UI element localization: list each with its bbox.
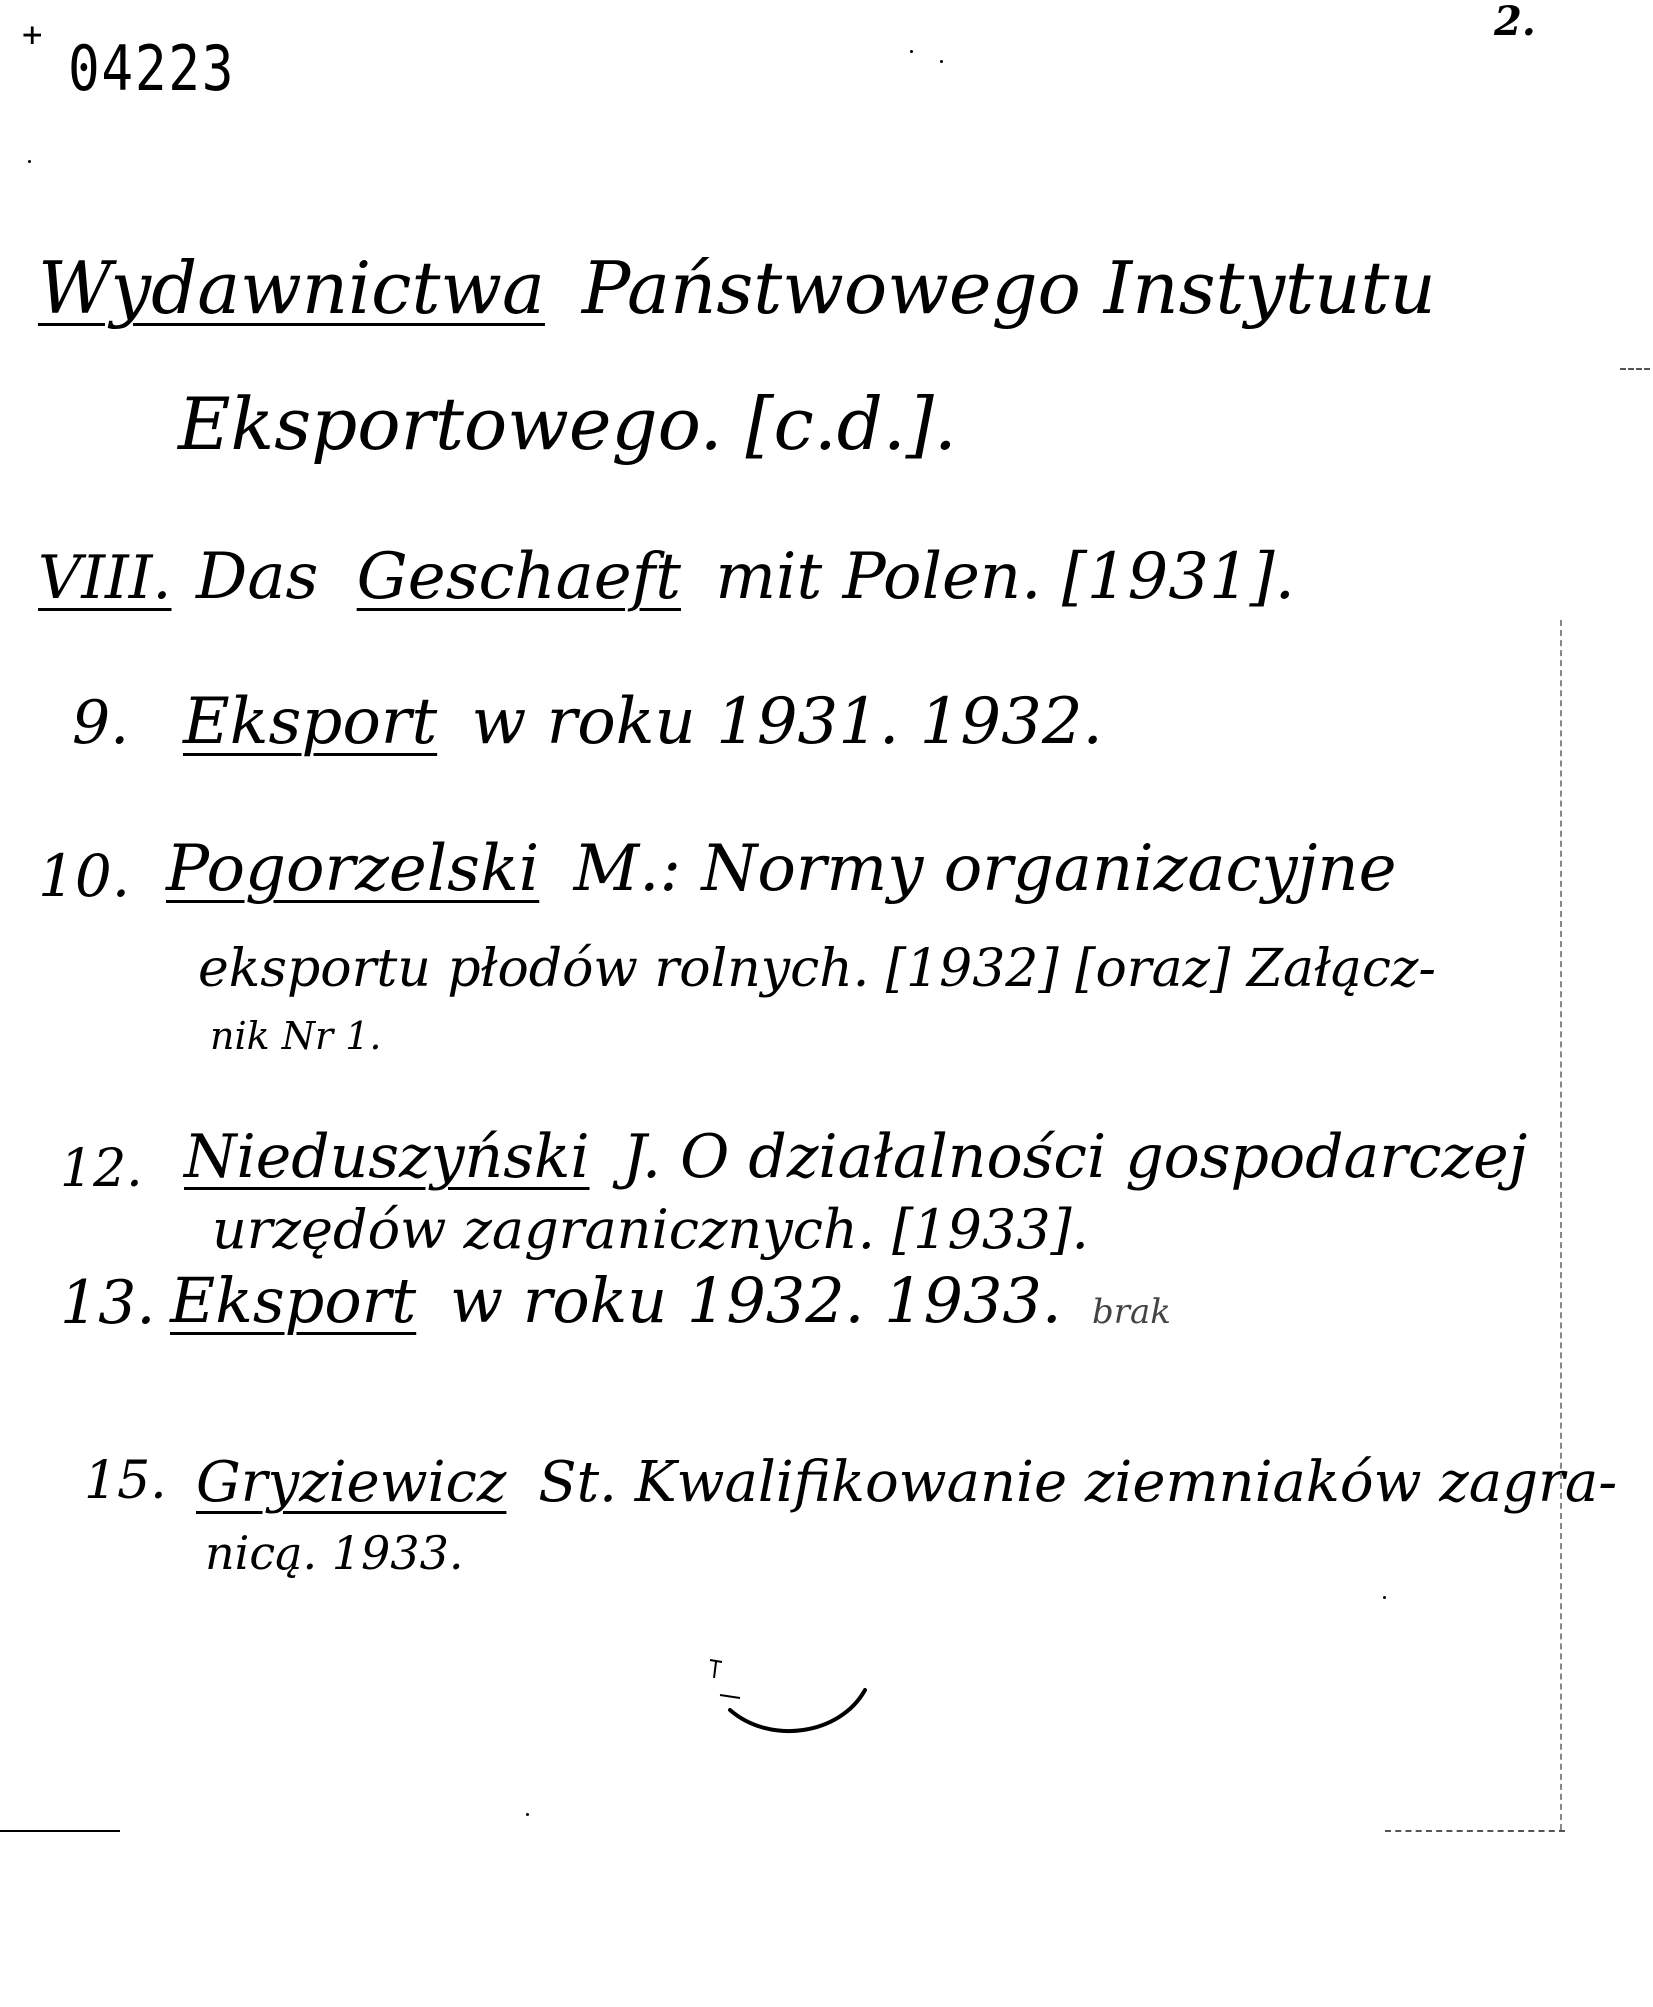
right-edge-mark bbox=[1560, 620, 1562, 1830]
entry-8-line1 bbox=[196, 540, 1295, 614]
entry-13-post: w roku 1932. 1933. bbox=[449, 1264, 1062, 1337]
entry-10-underlined: Pogorzelski bbox=[166, 832, 540, 906]
right-edge-tick bbox=[1620, 368, 1650, 370]
entry-8-underlined: Geschaeft bbox=[356, 540, 681, 614]
entry-number-15: 15. bbox=[84, 1451, 167, 1511]
entry-10-line1 bbox=[166, 832, 1397, 906]
entry-9-post: w roku 1931. 1932. bbox=[471, 685, 1103, 759]
scan-speck bbox=[1383, 1596, 1386, 1599]
cross-mark: + bbox=[22, 15, 43, 55]
entry-15-underlined: Gryziewicz bbox=[196, 1450, 507, 1515]
entry-number-10: 10. bbox=[38, 842, 131, 910]
scan-speck bbox=[526, 1813, 529, 1816]
entry-8-pre: Das bbox=[196, 540, 319, 614]
entry-13-underlined: Eksport bbox=[170, 1264, 417, 1337]
entry-13-note: brak bbox=[1092, 1292, 1171, 1332]
entry-number-13: 13. bbox=[60, 1268, 156, 1338]
entry-10-line2: eksportu płodów rolnych. [1932] [oraz] Załącz- bbox=[198, 939, 1436, 999]
title-rest: Państwowego Instytutu bbox=[581, 246, 1436, 330]
entry-15-line2: nicą. 1933. bbox=[205, 1526, 464, 1580]
closing-flourish bbox=[700, 1650, 880, 1750]
entry-number-8: VIII. bbox=[38, 543, 172, 613]
entry-15-post: St. Kwalifikowanie ziemniaków zagra- bbox=[538, 1450, 1618, 1515]
page-number: 2. bbox=[1494, 0, 1536, 45]
entry-12-underlined: Nieduszyński bbox=[184, 1122, 590, 1192]
entry-15-line1 bbox=[196, 1450, 1618, 1515]
entry-10-line3: nik Nr 1. bbox=[210, 1014, 382, 1058]
entry-12-line1 bbox=[184, 1122, 1528, 1192]
scan-speck bbox=[910, 50, 913, 53]
entry-number-9: 9. bbox=[72, 688, 130, 758]
card-title-line1 bbox=[38, 246, 1436, 330]
scan-speck bbox=[940, 60, 943, 63]
entry-10-post: M.: Normy organizacyjne bbox=[573, 832, 1397, 906]
entry-12-post: J. O działalności gospodarczej bbox=[622, 1122, 1528, 1192]
entry-8-post: mit Polen. [1931]. bbox=[715, 540, 1295, 614]
entry-12-line2: urzędów zagranicznych. [1933]. bbox=[212, 1198, 1089, 1261]
entry-9-line1 bbox=[183, 685, 1103, 759]
card-title-line2: Eksportowego. [c.d.]. bbox=[178, 382, 957, 466]
entry-number-12: 12. bbox=[60, 1139, 143, 1199]
bottom-left-edge-mark bbox=[0, 1830, 120, 1832]
scan-speck bbox=[28, 160, 31, 163]
catalog-number: 04223 bbox=[68, 32, 236, 105]
title-underlined-word: Wydawnictwa bbox=[38, 246, 545, 330]
entry-9-underlined: Eksport bbox=[183, 685, 438, 759]
bottom-right-edge-mark bbox=[1385, 1830, 1565, 1832]
entry-13-line1 bbox=[170, 1264, 1062, 1337]
